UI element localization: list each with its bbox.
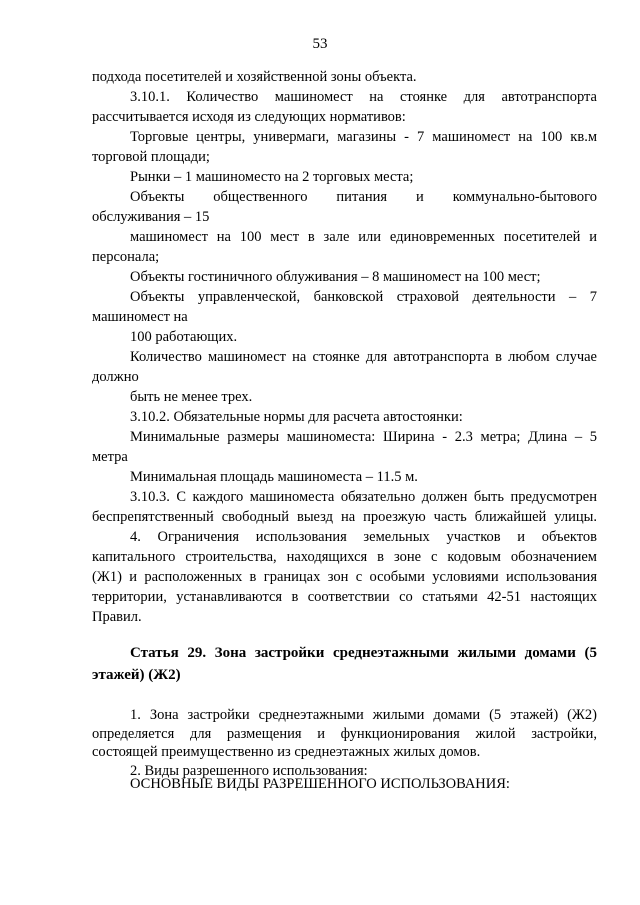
text-line: Рынки – 1 машиноместо на 2 торговых места; [130, 169, 414, 185]
text-line: должно [92, 369, 139, 385]
text-line: Торговые центры, универмаги, магазины - 7 машиномест на 100 кв.м [130, 129, 597, 145]
text-line: Объекты гостиничного облуживания – 8 машиномест на 100 мест; [130, 269, 541, 285]
text-line: капитального строительства, находящихся в зоне с кодовым обозначением [92, 549, 597, 565]
text-line: определяется для размещения и функционирования жилой застройки, [92, 725, 597, 742]
article-29-title-line-1: Статья 29. Зона застройки среднеэтажными жилыми домами (5 [130, 645, 597, 661]
text-line: Минимальная площадь машиноместа – 11.5 м. [130, 469, 418, 485]
text-line: Минимальные размеры машиноместа: Ширина - 2.3 метра; Длина – 5 [130, 429, 597, 445]
text-line: Количество машиномест на стоянке для автотранспорта в любом случае [130, 349, 597, 365]
text-line: подхода посетителей и хозяйственной зоны объекта. [92, 69, 417, 85]
text-line: Правил. [92, 609, 142, 625]
text-line: беспрепятственный свободный выезд на проезжую часть ближайшей улицы. [92, 509, 597, 525]
text-line: машиномест на 100 мест в зале или единовременных посетителей и [130, 229, 597, 245]
text-line: Объекты управленческой, банковской страховой деятельности – 7 [130, 289, 597, 305]
text-line: состоящей преимущественно из среднеэтажных жилых домов. [92, 744, 481, 760]
text-line: 3.10.3. С каждого машиноместа обязательно должен быть предусмотрен [130, 489, 597, 505]
text-line: обслуживания – 15 [92, 209, 210, 225]
text-line: 3.10.2. Обязательные нормы для расчета автостоянки: [130, 409, 463, 425]
basic-uses-heading: ОСНОВНЫЕ ВИДЫ РАЗРЕШЕННОГО ИСПОЛЬЗОВАНИЯ: [130, 776, 510, 792]
text-line: (Ж1) и расположенных в границах зон с особыми условиями использования [92, 569, 597, 585]
text-line: территории, устанавливаются в соответствии со статьями 42-51 настоящих [92, 589, 597, 605]
text-line: рассчитывается исходя из следующих нормативов: [92, 109, 406, 125]
text-line: Объекты общественного питания и коммунально-бытового [130, 189, 597, 205]
text-line: персонала; [92, 249, 160, 265]
page-number: 53 [312, 36, 328, 52]
text-line: 4. Ограничения использования земельных участков и объектов [130, 529, 597, 545]
article-29-title-line-2: этажей) (Ж2) [92, 667, 181, 683]
text-line: 1. Зона застройки среднеэтажными жилыми домами (5 этажей) (Ж2) [130, 707, 597, 723]
text-line: метра [92, 449, 128, 465]
text-line: торговой площади; [92, 149, 210, 165]
article-29-text [92, 706, 597, 780]
article-28-text [92, 67, 597, 627]
text-line: 3.10.1. Количество машиномест на стоянке для автотранспорта [130, 89, 597, 105]
text-line: 100 работающих. [130, 329, 238, 345]
text-line: машиномест на [92, 309, 188, 325]
text-line: 2. Виды разрешенного использования: [130, 762, 368, 779]
text-line: быть не менее трех. [130, 389, 253, 405]
